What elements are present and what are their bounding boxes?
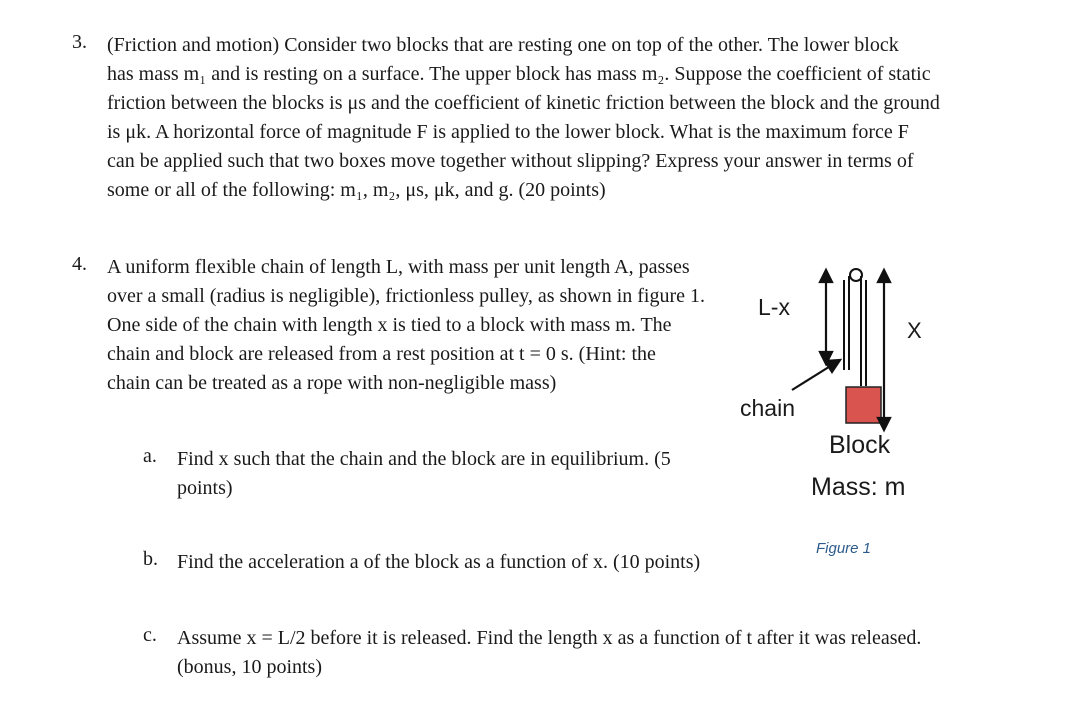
q4a-line: points) [177,477,233,499]
q4-text [107,253,707,398]
q3-text [107,31,942,205]
q3-line: has mass m₁ and is resting on a surface. The upper block has mass m₂. Suppose the coefficient of static [107,63,931,85]
q4-line: over a small (radius is negligible), frictionless pulley, as shown in figure 1. [107,285,706,307]
q4b-line: Find the acceleration a of the block as a function of x. (10 points) [177,551,701,573]
q4-line: A uniform flexible chain of length L, with mass per unit length A, passes [107,256,690,278]
q4-line: chain and block are released from a rest position at t = 0 s. (Hint: the [107,343,656,365]
figure-1-diagram [720,250,940,460]
q4c-line: Assume x = L/2 before it is released. Find the length x as a function of t after it was released. [177,627,922,649]
chain-drawing [844,276,866,386]
q3-line: can be applied such that two boxes move together without slipping? Express your answer in terms of [107,150,914,172]
figure-label-chain: chain [740,395,795,421]
q3-number: 3. [72,31,87,53]
q4c-text [177,624,921,682]
q4b-label: b. [143,548,158,570]
q4a-label: a. [143,445,157,467]
block-rect [846,387,881,423]
q4a-text [177,445,671,503]
q4c-label: c. [143,624,157,646]
q4-line: chain can be treated as a rope with non-negligible mass) [107,372,557,394]
chain-pointer-arrow-icon [792,360,840,390]
q4-number: 4. [72,253,87,275]
figure-label-mass: Mass: m [811,473,906,501]
figure-label-l-minus-x: L-x [758,294,790,320]
q3-line: some or all of the following: m₁, m₂, μs, μk, and g. (20 points) [107,179,606,201]
figure-label-x: X [907,318,922,343]
q4b-text [177,548,700,577]
q4a-line: Find x such that the chain and the block are in equilibrium. (5 [177,448,671,470]
figure-caption: Figure 1 [816,540,872,557]
q3-line: (Friction and motion) Consider two blocks that are resting one on top of the other. The lower block [107,34,899,56]
q3-line: friction between the blocks is μs and the coefficient of kinetic friction between the block and the ground [107,92,940,114]
q3-line: is μk. A horizontal force of magnitude F is applied to the lower block. What is the maximum force F [107,121,909,143]
lx-arrow-icon [820,270,832,364]
q4c-line: (bonus, 10 points) [177,656,322,678]
q4-line: One side of the chain with length x is tied to a block with mass m. The [107,314,672,336]
figure-label-block: Block [829,431,891,459]
